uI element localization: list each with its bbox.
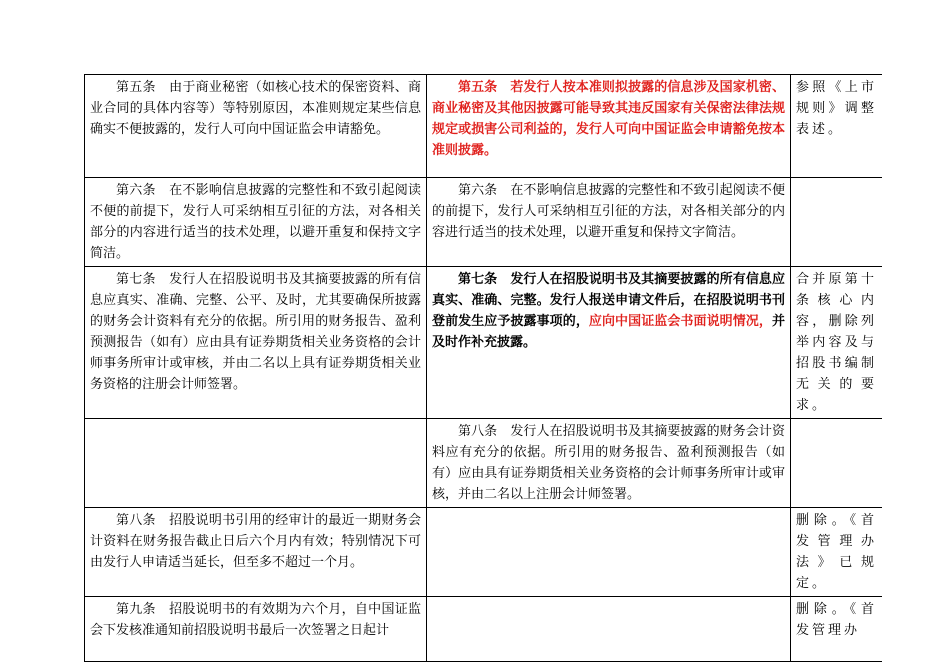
original-text-cell: 第六条 在不影响信息披露的完整性和不致引起阅读不便的前提下，发行人可采纳相互引征的方法，对各相关部分的内容进行适当的技术处理，以避开重复和保持文字简洁。 [85,178,427,267]
original-text-cell: 第七条 发行人在招股说明书及其摘要披露的所有信息应真实、准确、完整、公平、及时，尤其要确保所披露的财务会计资料有充分的依据。所引用的财务报告、盈利预测报告（如有）应由具有证券期货相关业务资格的会计师事务所审计或审核，并由二名以上具有证券期货相关业务资格的注册会计师签署。 [85,267,427,419]
revised-text-cell [427,267,791,419]
revised-text-cell: 第六条 在不影响信息披露的完整性和不致引起阅读不便的前提下，发行人可采纳相互引征的方法，对各相关部分的内容进行适当的技术处理，以避开重复和保持文字简洁。 [427,178,791,267]
table-row [85,75,883,178]
remark-cell [791,178,883,267]
original-text-cell [85,419,427,508]
remark-cell: 参照《上市规则》调整表述。 [791,75,883,178]
document-page [84,74,882,672]
remark-cell: 删除。《首发管理办 [791,597,883,662]
revised-text-part: 并及时作补充披露。 [432,314,785,350]
revised-text-cell [427,597,791,662]
comparison-table [84,74,882,662]
remark-cell [791,419,883,508]
revised-text-cell: 第八条 发行人在招股说明书及其摘要披露的财务会计资料应有充分的依据。所引用的财务报告、盈利预测报告（如有）应由具有证券期货相关业务资格的会计师事务所审计或审核，并由二名以上注册会计师签署。 [427,419,791,508]
table-row [85,178,883,267]
remark-cell: 删除。《首发管理办法》已规定。 [791,508,883,597]
table-row [85,597,883,662]
remark-cell: 合并原第十条核心内容，删除列举内容及与招股书编制无关的要求。 [791,267,883,419]
original-text-cell: 第五条 由于商业秘密（如核心技术的保密资料、商业合同的具体内容等）等特别原因，本准则规定某些信息确实不便披露的，发行人可向中国证监会申请豁免。 [85,75,427,178]
table-row [85,508,883,597]
revised-text-cell [427,508,791,597]
revised-text-cell: 第五条 若发行人按本准则拟披露的信息涉及国家机密、商业秘密及其他因披露可能导致其违反国家有关保密法律法规规定或损害公司利益的，发行人可向中国证监会申请豁免按本准则披露。 [427,75,791,178]
original-text-cell: 第八条 招股说明书引用的经审计的最近一期财务会计资料在财务报告截止日后六个月内有效；特别情况下可由发行人申请适当延长，但至多不超过一个月。 [85,508,427,597]
revised-text-highlight: 应向中国证监会书面说明情况， [588,314,772,329]
original-text-cell: 第九条 招股说明书的有效期为六个月，自中国证监会下发核准通知前招股说明书最后一次签署之日起计 [85,597,427,662]
revised-text-part: 第七条 发行人在招股说明书及其摘要披露的所有信息应真实、准确、完整。发行人报送申请文件后，在招股说明书刊登前发生应予披露事项的， [432,272,785,329]
table-row [85,419,883,508]
table-row [85,267,883,419]
